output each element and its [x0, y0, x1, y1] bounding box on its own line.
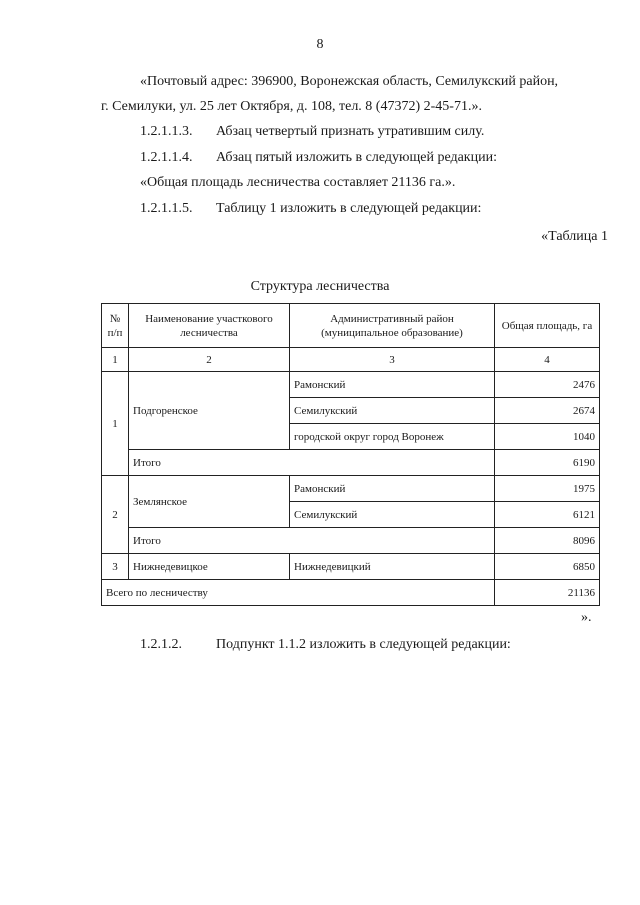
area-cell: 6850 — [495, 554, 600, 580]
table-header-row — [102, 304, 600, 348]
page-number: 8 — [316, 37, 324, 52]
district-cell: Рамонский — [290, 372, 495, 398]
subtotal-row — [102, 450, 600, 476]
index-cell: 3 — [290, 348, 495, 372]
paragraph-text: Подпункт 1.1.2 изложить в следующей редакции: — [216, 637, 511, 652]
subtotal-label: Итого — [129, 528, 495, 554]
header-name: Наименование участкового лесничества — [129, 304, 290, 348]
table-row — [102, 372, 600, 398]
district-cell: городской округ город Воронеж — [290, 424, 495, 450]
paragraph-number: 1.2.1.1.3. — [140, 124, 193, 139]
area-cell: 1975 — [495, 476, 600, 502]
paragraph-1-2-1-1-3 — [140, 123, 484, 141]
paragraph-text: Таблицу 1 изложить в следующей редакции: — [216, 201, 482, 216]
subtotal-value: 6190 — [495, 450, 600, 476]
index-cell: 2 — [129, 348, 290, 372]
address-line-1: «Почтовый адрес: 396900, Воронежская область, Семилукский район, — [140, 74, 559, 89]
address-line-2: г. Семилуки, ул. 25 лет Октября, д. 108, тел. 8 (47372) 2-45-71.». — [101, 99, 482, 114]
row-num: 3 — [102, 554, 129, 580]
row-num: 2 — [102, 476, 129, 554]
subtotal-value: 8096 — [495, 528, 600, 554]
table-row — [102, 554, 600, 580]
paragraph-1-2-1-1-5 — [140, 200, 481, 218]
district-cell: Рамонский — [290, 476, 495, 502]
area-cell: 2674 — [495, 398, 600, 424]
forestry-name: Нижнедевицкое — [129, 554, 290, 580]
closing-quote-mark: ». — [581, 610, 592, 625]
grand-total-row — [102, 580, 600, 606]
index-cell: 1 — [102, 348, 129, 372]
paragraph-number: 1.2.1.2. — [140, 637, 182, 652]
header-num: № п/п — [102, 304, 129, 348]
area-cell: 6121 — [495, 502, 600, 528]
total-area-line: «Общая площадь лесничества составляет 21136 га.». — [140, 175, 456, 190]
header-area: Общая площадь, га — [495, 304, 600, 348]
row-num: 1 — [102, 372, 129, 476]
index-cell: 4 — [495, 348, 600, 372]
district-cell: Семилукский — [290, 398, 495, 424]
header-district: Административный район (муниципальное образование) — [290, 304, 495, 348]
area-cell: 2476 — [495, 372, 600, 398]
forest-structure-table — [101, 303, 600, 606]
table-row — [102, 476, 600, 502]
table-label: «Таблица 1 — [541, 229, 608, 244]
forestry-name: Землянское — [129, 476, 290, 528]
district-cell: Семилукский — [290, 502, 495, 528]
grand-total-value: 21136 — [495, 580, 600, 606]
table-index-row — [102, 348, 600, 372]
district-cell: Нижнедевицкий — [290, 554, 495, 580]
forestry-name: Подгоренское — [129, 372, 290, 450]
table-caption: Структура лесничества — [250, 279, 390, 294]
subtotal-label: Итого — [129, 450, 495, 476]
area-cell: 1040 — [495, 424, 600, 450]
paragraph-1-2-1-1-4 — [140, 149, 497, 167]
paragraph-text: Абзац пятый изложить в следующей редакции: — [216, 150, 497, 165]
paragraph-number: 1.2.1.1.4. — [140, 150, 193, 165]
subtotal-row — [102, 528, 600, 554]
grand-total-label: Всего по лесничеству — [102, 580, 495, 606]
paragraph-1-2-1-2 — [140, 636, 511, 654]
paragraph-text: Абзац четвертый признать утратившим силу. — [216, 124, 485, 139]
paragraph-number: 1.2.1.1.5. — [140, 201, 193, 216]
